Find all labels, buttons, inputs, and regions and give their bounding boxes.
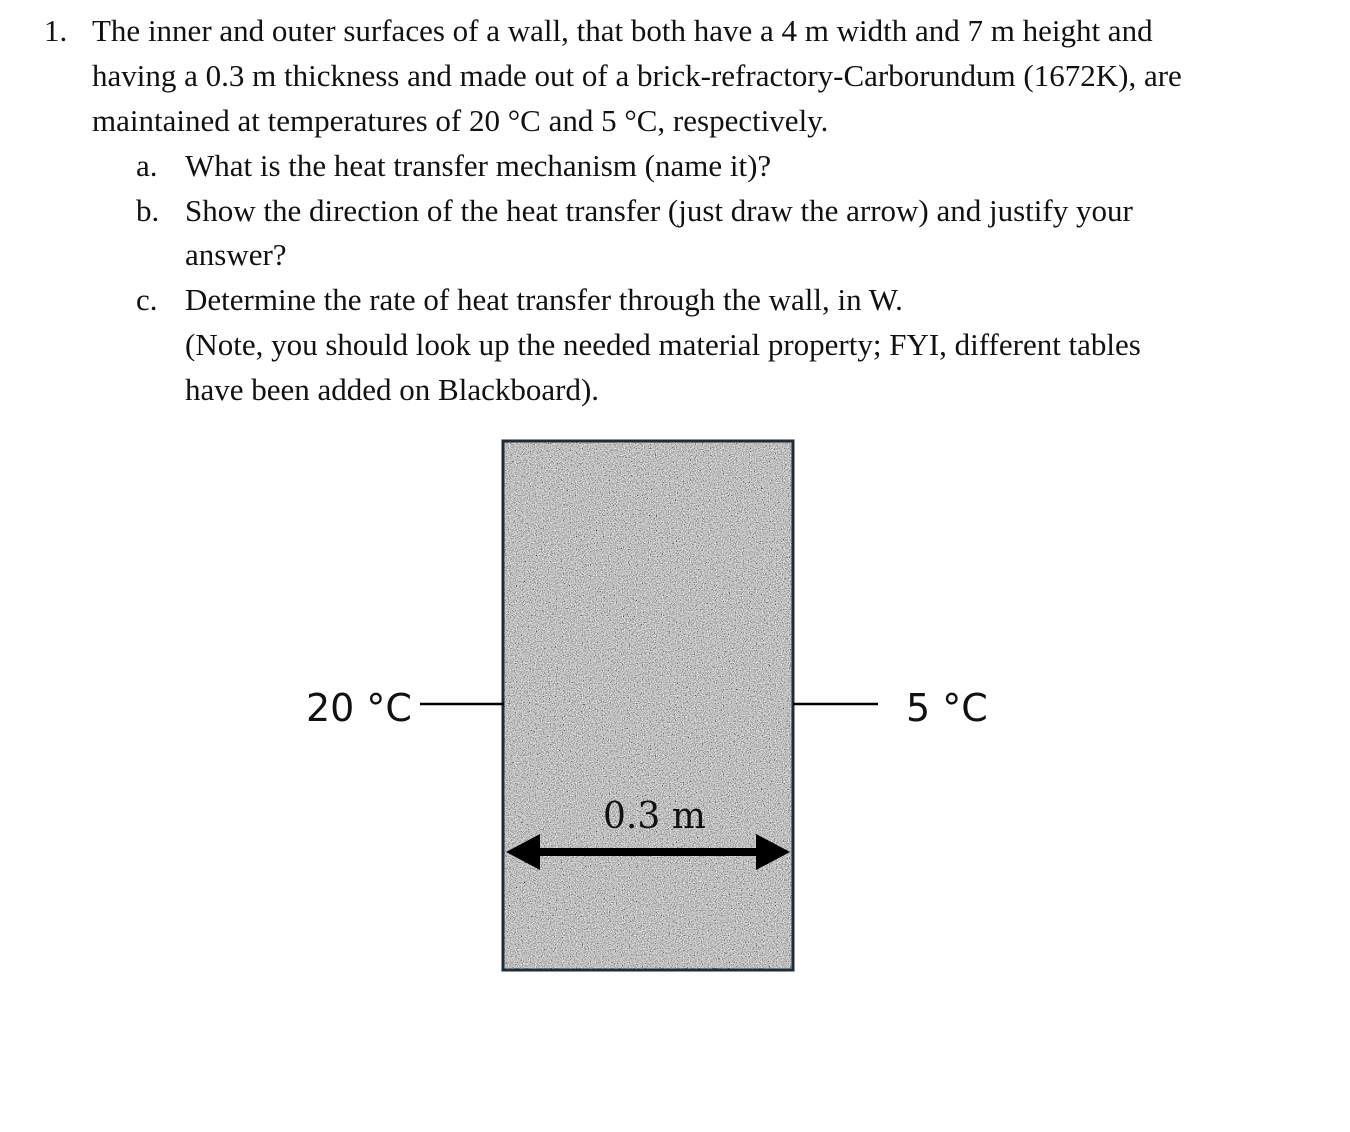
problem-stem-line-3: maintained at temperatures of 20 °C and 5 °C, respectively.	[92, 103, 829, 138]
part-c-marker: c.	[136, 282, 158, 317]
right-temperature-label: 5 °C	[906, 686, 988, 730]
part-b-marker: b.	[136, 193, 160, 228]
problem-stem-line-2: having a 0.3 m thickness and made out of a brick-refractory-Carborundum (1672K), are	[92, 58, 1182, 93]
part-b-question-line-1: Show the direction of the heat transfer (just draw the arrow) and justify your	[185, 193, 1133, 228]
problem-number: 1.	[44, 13, 68, 48]
left-temperature-label: 20 °C	[306, 686, 412, 730]
part-c-note-line-2: have been added on Blackboard).	[185, 372, 600, 407]
problem-stem-line-1: The inner and outer surfaces of a wall, that both have a 4 m width and 7 m height and	[92, 13, 1153, 48]
thickness-label: 0.3 m	[603, 796, 706, 837]
part-c-note-line-1: (Note, you should look up the needed material property; FYI, different tables	[185, 327, 1141, 362]
part-c-question-line-1: Determine the rate of heat transfer through the wall, in W.	[185, 282, 903, 317]
part-b-question-line-2: answer?	[185, 237, 287, 272]
part-a-question: What is the heat transfer mechanism (name it)?	[185, 148, 772, 183]
wall-slab	[503, 441, 793, 970]
part-a-marker: a.	[136, 148, 158, 183]
